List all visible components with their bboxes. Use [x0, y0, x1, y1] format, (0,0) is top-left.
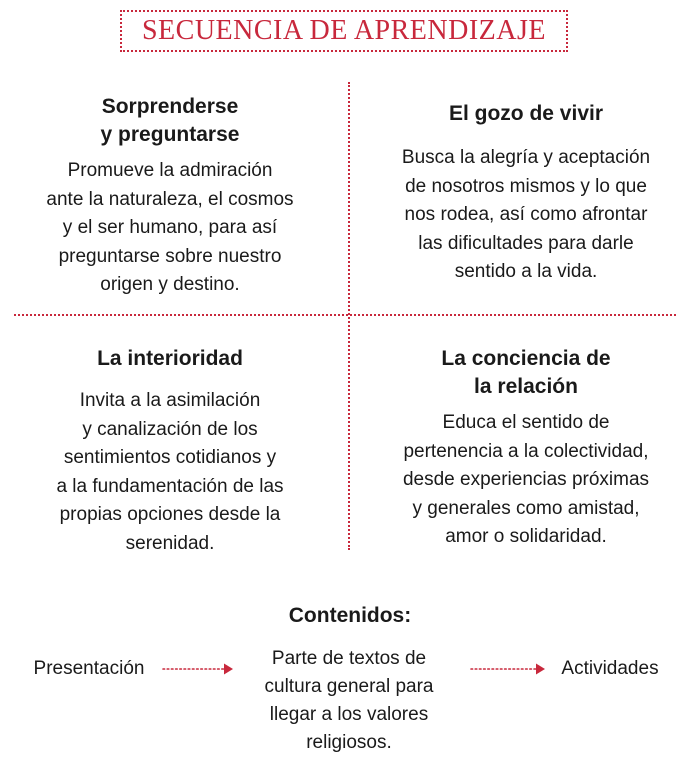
body-line: Promueve la admiración: [67, 160, 273, 181]
quadrant-body: [366, 409, 686, 552]
dotted-arrow-right-icon: [162, 662, 234, 676]
heading-line: La interioridad: [97, 347, 243, 370]
body-line: propias opciones desde la: [59, 504, 281, 526]
body-line: Busca la alegría y aceptación: [401, 147, 651, 168]
title-box: [120, 10, 568, 52]
quadrant-body: [10, 387, 330, 559]
quadrant-heading: [10, 93, 330, 149]
flow-step-presentacion: [22, 655, 156, 683]
dotted-arrow-right-icon: [470, 662, 546, 676]
step-line: Parte de textos de: [271, 648, 427, 669]
heading-line: y preguntarse: [100, 123, 240, 146]
body-line: serenidad.: [125, 532, 215, 554]
horizontal-divider: [14, 314, 676, 316]
body-line: las dificultades para darle: [418, 232, 634, 254]
body-line: preguntarse sobre nuestro: [58, 245, 282, 267]
step-line: religiosos.: [306, 732, 392, 753]
body-line: de nosotros mismos y lo que: [405, 175, 647, 197]
quadrant-body: [366, 144, 686, 287]
quadrant-heading: [366, 345, 686, 401]
quadrant-body: [10, 157, 330, 300]
body-line: desde experiencias próximas: [402, 469, 650, 491]
quadrant-heading: [366, 100, 686, 128]
quadrant-gozo-de-vivir: [366, 100, 686, 287]
contents-title: Contenidos:: [288, 604, 412, 627]
vertical-divider: [348, 82, 350, 550]
heading-line: la relación: [474, 375, 578, 398]
body-line: y canalización de los: [82, 418, 258, 440]
heading-line: Sorprenderse: [101, 95, 239, 118]
quadrant-heading: [10, 345, 330, 373]
body-line: nos rodea, así como afrontar: [404, 204, 648, 226]
flow-step-textos: [244, 645, 454, 757]
body-line: y el ser humano, para así: [62, 217, 278, 239]
body-line: sentido a la vida.: [454, 261, 598, 283]
body-line: ante la naturaleza, el cosmos: [46, 188, 294, 210]
body-line: amor o solidaridad.: [445, 526, 607, 548]
heading-line: El gozo de vivir: [448, 102, 604, 125]
body-line: sentimientos cotidianos y: [63, 447, 277, 469]
step-line: cultura general para: [264, 676, 434, 697]
quadrant-interioridad: [10, 345, 330, 559]
body-line: a la fundamentación de las: [56, 475, 284, 497]
heading-line: La conciencia de: [441, 347, 611, 370]
body-line: Invita a la asimilación: [79, 390, 261, 411]
page-title: SECUENCIA DE APRENDIZAJE: [141, 15, 546, 46]
body-line: y generales como amistad,: [412, 497, 640, 519]
body-line: Educa el sentido de: [442, 412, 610, 433]
step-line: llegar a los valores: [269, 704, 429, 725]
step-line: Presentación: [33, 658, 145, 679]
step-line: Actividades: [561, 658, 659, 679]
quadrant-conciencia-relacion: [366, 345, 686, 552]
flow-step-actividades: [550, 655, 670, 683]
quadrant-sorprenderse: [10, 93, 330, 300]
body-line: pertenencia a la colectividad,: [403, 440, 649, 462]
body-line: origen y destino.: [100, 274, 240, 296]
